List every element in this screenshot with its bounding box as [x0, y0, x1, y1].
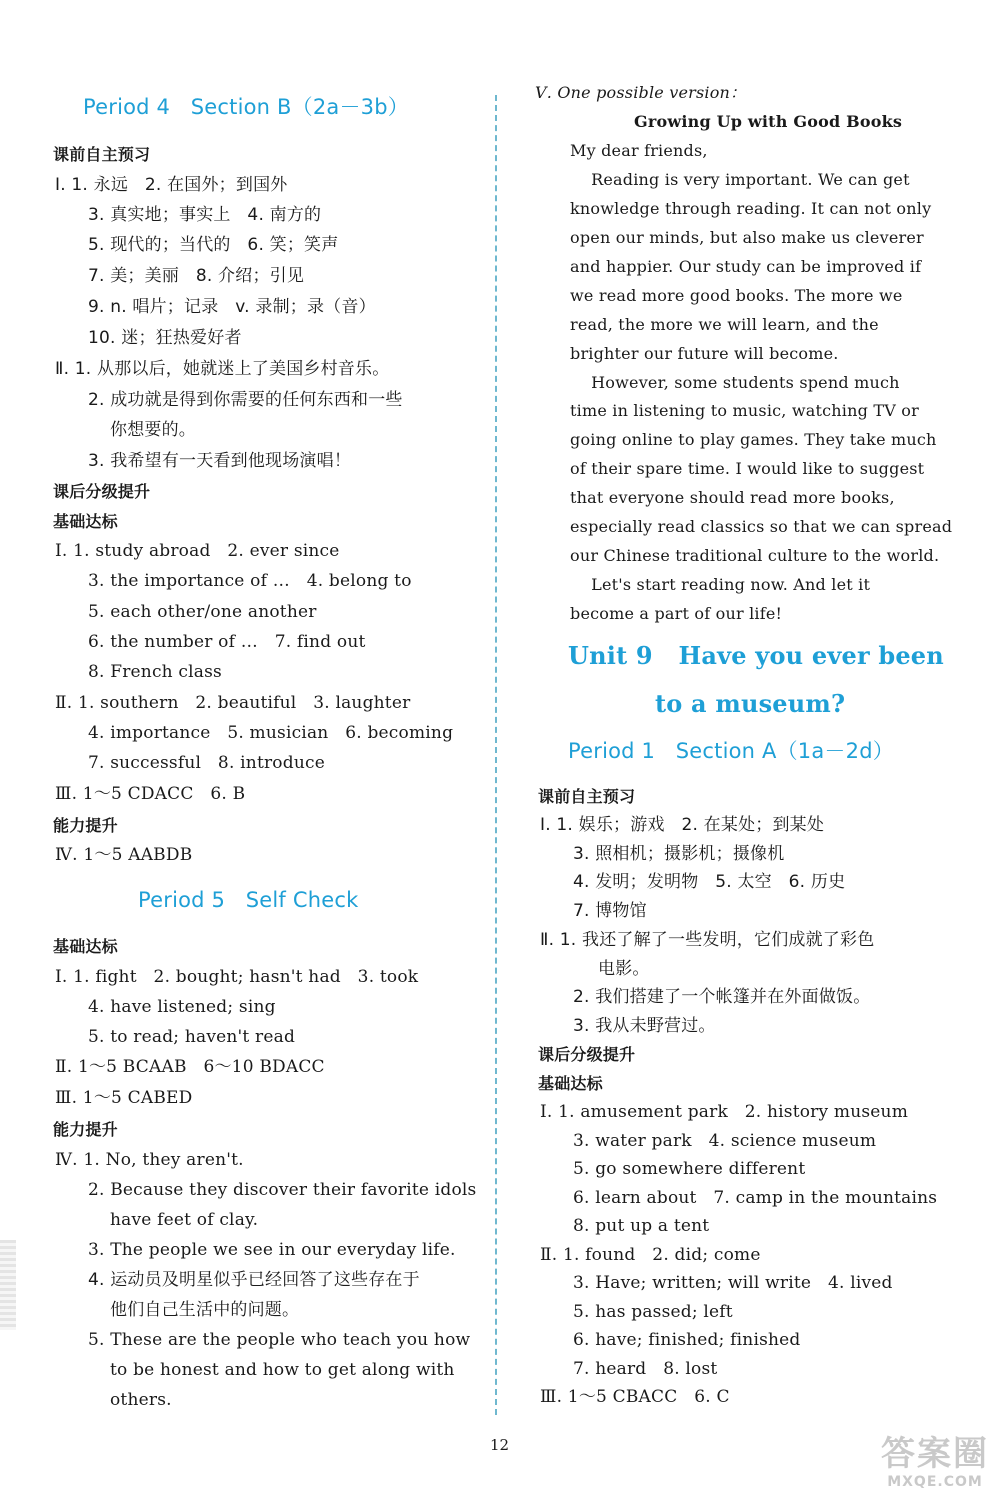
unit-title-continued: to a museum? [655, 689, 846, 718]
heading-preview: 课前自主预习 [53, 145, 151, 164]
answer-line: 8. French class [88, 662, 222, 682]
answer-line: 4. 发明；发明物 5. 太空 6. 历史 [573, 872, 846, 892]
answer-line: 7. 美；美丽 8. 介绍；引见 [88, 266, 305, 286]
answer-line: 8. put up a tent [573, 1216, 710, 1236]
essay-heading: Ⅴ. One possible version： [535, 83, 747, 102]
page-number: 12 [490, 1436, 510, 1454]
answer-line: 3. Have; written; will write 4. lived [573, 1273, 893, 1293]
essay-line: brighter our future will become. [570, 344, 839, 363]
answer-line: 5. 现代的；当代的 6. 笑；笑声 [88, 235, 339, 255]
answer-line: Ⅳ. 1. No, they aren't. [55, 1150, 244, 1170]
answer-line: 6. the number of … 7. find out [88, 632, 366, 652]
answer-line: 5. These are the people who teach you how [88, 1330, 471, 1350]
unit-title: Unit 9 Have you ever been [568, 641, 944, 670]
essay-line: My dear friends, [570, 141, 708, 160]
answer-line: Ⅱ. 1. 我还了解了一些发明，它们成就了彩色 [540, 930, 875, 950]
answer-line: 3. the importance of … 4. belong to [88, 571, 412, 591]
answer-line: 5. to read; haven't read [88, 1027, 296, 1047]
answer-line: 7. successful 8. introduce [88, 753, 325, 773]
answer-line: 7. heard 8. lost [573, 1359, 718, 1379]
essay-line: that everyone should read more books, [570, 488, 895, 507]
answer-line: 4. have listened; sing [88, 997, 276, 1017]
answer-line: Ⅲ. 1～5 CBACC 6. C [540, 1387, 730, 1407]
answer-line: Ⅰ. 1. study abroad 2. ever since [55, 541, 340, 561]
answer-line: Ⅱ. 1～5 BCAAB 6～10 BDACC [55, 1057, 325, 1077]
heading-ability: 能力提升 [53, 1120, 118, 1139]
answer-line: Ⅲ. 1～5 CABED [55, 1088, 193, 1108]
answer-line: 4. importance 5. musician 6. becoming [88, 723, 454, 743]
answer-line: 3. 我从未野营过。 [573, 1016, 716, 1036]
answer-line: 3. water park 4. science museum [573, 1131, 877, 1151]
heading-basic: 基础达标 [538, 1074, 603, 1093]
essay-line: especially read classics so that we can spread [570, 517, 953, 536]
answer-line: Ⅱ. 1. found 2. did; come [540, 1245, 761, 1265]
heading-basic: 基础达标 [53, 512, 118, 531]
binding-edge [0, 1240, 16, 1330]
essay-line: we read more good books. The more we [570, 286, 903, 305]
section-title-period4: Period 4 Section B（2a－3b） [83, 95, 409, 119]
answer-line: 3. 真实地；事实上 4. 南方的 [88, 205, 322, 225]
watermark-logo-text: 答案圈 [881, 1434, 989, 1474]
answer-line: 电影。 [598, 959, 650, 979]
watermark-url: MXQE.COM [887, 1474, 983, 1490]
answer-line: Ⅲ. 1～5 CDACC 6. B [55, 784, 246, 804]
answer-line: 5. has passed; left [573, 1302, 733, 1322]
essay-line: and happier. Our study can be improved if [570, 257, 922, 276]
answer-line: Ⅰ. 1. 娱乐；游戏 2. 在某处；到某处 [540, 815, 825, 835]
answer-line: 5. each other/one another [88, 602, 317, 622]
answer-line: 3. 照相机；摄影机；摄像机 [573, 844, 785, 864]
answer-line: Ⅰ. 1. 永远 2. 在国外；到国外 [55, 175, 288, 195]
answer-line: Ⅰ. 1. fight 2. bought; hasn't had 3. took [55, 967, 419, 987]
answer-line: 10. 迷；狂热爱好者 [88, 328, 242, 348]
essay-line: However, some students spend much [570, 373, 900, 392]
heading-ability: 能力提升 [53, 816, 118, 835]
essay-line: going online to play games. They take much [570, 430, 937, 449]
heading-after-class: 课后分级提升 [538, 1045, 636, 1064]
essay-line: Reading is very important. We can get [570, 170, 910, 189]
answer-line: 7. 博物馆 [573, 901, 647, 921]
essay-line: our Chinese traditional culture to the world. [570, 546, 940, 565]
essay-line: read, the more we will learn, and the [570, 315, 879, 334]
answer-line: Ⅳ. 1～5 AABDB [55, 845, 193, 865]
answer-line: 你想要的。 [110, 420, 196, 440]
essay-title: Growing Up with Good Books [634, 112, 903, 131]
answer-line: 6. learn about 7. camp in the mountains [573, 1188, 938, 1208]
essay-line: knowledge through reading. It can not only [570, 199, 932, 218]
answer-line: 2. 成功就是得到你需要的任何东西和一些 [88, 390, 403, 410]
heading-preview: 课前自主预习 [538, 787, 636, 806]
answer-line: Ⅰ. 1. amusement park 2. history museum [540, 1102, 909, 1122]
answer-line: 5. go somewhere different [573, 1159, 806, 1179]
column-divider [495, 95, 497, 1415]
answer-line: 他们自己生活中的问题。 [110, 1300, 300, 1320]
essay-line: become a part of our life! [570, 604, 783, 623]
answer-line: 4. 运动员及明星似乎已经回答了这些存在于 [88, 1270, 420, 1290]
answer-line: Ⅱ. 1. southern 2. beautiful 3. laughter [55, 693, 411, 713]
answer-line: others. [110, 1390, 172, 1410]
section-title-unit9-period1: Period 1 Section A（1a－2d） [568, 739, 894, 763]
answer-line: 2. Because they discover their favorite idols [88, 1180, 477, 1200]
answer-line: 2. 我们搭建了一个帐篷并在外面做饭。 [573, 987, 871, 1007]
answer-line: 9. n. 唱片；记录 v. 录制；录（音） [88, 297, 376, 317]
section-title-period5: Period 5 Self Check [138, 888, 359, 912]
answer-line: to be honest and how to get along with [110, 1360, 455, 1380]
essay-line: of their spare time. I would like to suggest [570, 459, 925, 478]
answer-line: 6. have; finished; finished [573, 1330, 801, 1350]
answer-line: 3. 我希望有一天看到他现场演唱！ [88, 451, 352, 471]
heading-basic: 基础达标 [53, 937, 118, 956]
site-watermark [870, 1435, 1000, 1497]
essay-line: time in listening to music, watching TV or [570, 401, 919, 420]
heading-after-class: 课后分级提升 [53, 482, 151, 501]
answer-line: Ⅱ. 1. 从那以后，她就迷上了美国乡村音乐。 [55, 359, 390, 379]
answer-line: have feet of clay. [110, 1210, 259, 1230]
essay-line: Let's start reading now. And let it [570, 575, 871, 594]
essay-line: open our minds, but also make us cleverer [570, 228, 924, 247]
answer-line: 3. The people we see in our everyday life. [88, 1240, 456, 1260]
